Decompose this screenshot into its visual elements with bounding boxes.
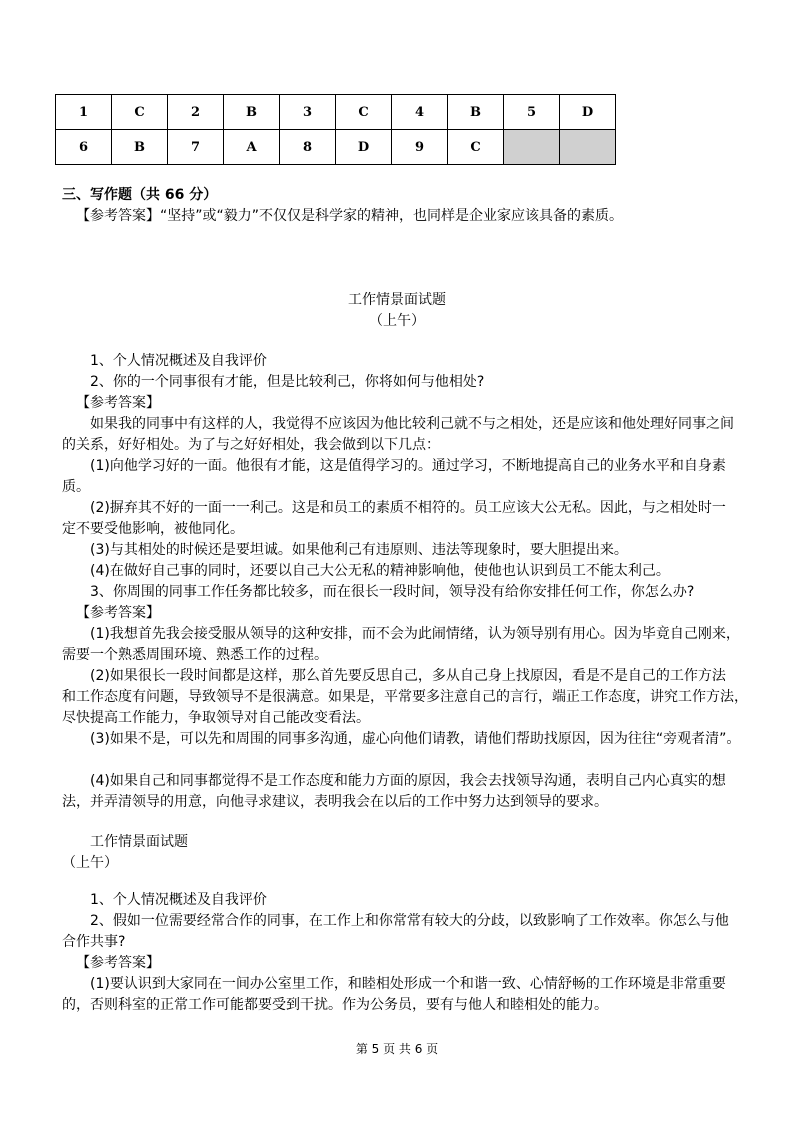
table-cell: B bbox=[448, 95, 504, 130]
table-cell: 6 bbox=[56, 130, 112, 165]
table-row bbox=[56, 130, 616, 165]
table-cell-empty bbox=[504, 130, 560, 165]
table-cell: 8 bbox=[280, 130, 336, 165]
paragraph-line: 尽快提高工作能力，争取领导对自己能改变看法。 bbox=[62, 710, 370, 726]
part1-title: 工作情景面试题 bbox=[348, 292, 446, 308]
list-item: 3、你周围的同事工作任务都比较多，而在很长一段时间，领导没有给你安排任何工作，你怎么办? bbox=[90, 584, 695, 600]
table-row bbox=[56, 95, 616, 130]
part2-title: 工作情景面试题 bbox=[90, 834, 188, 850]
section-answer: 【参考答案】“坚持”或“毅力”不仅仅是科学家的精神，也同样是企业家应该具备的素质。 bbox=[76, 208, 624, 224]
table-cell: 9 bbox=[392, 130, 448, 165]
table-cell: 1 bbox=[56, 95, 112, 130]
list-item: 1、个人情况概述及自我评价 bbox=[90, 892, 267, 908]
table-cell-empty bbox=[560, 130, 616, 165]
list-item: 2、你的一个同事很有才能，但是比较利己，你将如何与他相处? bbox=[90, 374, 485, 390]
answer-table bbox=[55, 94, 616, 165]
list-item: 2、假如一位需要经常合作的同事，在工作上和你常常有较大的分歧，以致影响了工作效率。你怎么与他 bbox=[90, 913, 729, 929]
paragraph-line: (2)如果很长一段时间都是这样，那么首先要反思自己，多从自己身上找原因，看是不是自己的工作方法 bbox=[90, 668, 726, 684]
paragraph-line: 需要一个熟悉周围环境、熟悉工作的过程。 bbox=[62, 647, 328, 663]
part1-subtitle: （上午） bbox=[369, 313, 425, 329]
table-cell: D bbox=[560, 95, 616, 130]
section-heading: 三、写作题（共 66 分） bbox=[62, 187, 218, 203]
table-cell: 3 bbox=[280, 95, 336, 130]
paragraph-line: 质。 bbox=[62, 479, 90, 495]
paragraph-line: (4)如果自己和同事都觉得不是工作态度和能力方面的原因，我会去找领导沟通，表明自己内心真实的想 bbox=[90, 773, 726, 789]
paragraph-line: (3)如果不是，可以先和周围的同事多沟通，虚心向他们请教，请他们帮助找原因，因为往往“旁观者清”。 bbox=[90, 731, 741, 747]
paragraph-line: 如果我的同事中有这样的人，我觉得不应该因为他比较利己就不与之相处，还是应该和他处理好同事之间 bbox=[90, 416, 734, 432]
part2-subtitle: （上午） bbox=[62, 855, 118, 871]
paragraph-line: 和工作态度有问题，导致领导不是很满意。如果是，平常要多注意自己的言行，端正工作态度，讲究工作方法， bbox=[62, 689, 748, 705]
paragraph-line: 合作共事? bbox=[62, 934, 126, 950]
answer-label: 【参考答案】 bbox=[76, 955, 160, 971]
table-cell: 2 bbox=[168, 95, 224, 130]
list-item: 1、个人情况概述及自我评价 bbox=[90, 353, 267, 369]
table-cell: 7 bbox=[168, 130, 224, 165]
paragraph-line: (2)摒弃其不好的一面一一利己。这是和员工的素质不相符的。员工应该大公无私。因此，与之相处时一 bbox=[90, 500, 726, 516]
table-cell: A bbox=[224, 130, 280, 165]
paragraph-line: (1)向他学习好的一面。他很有才能，这是值得学习的。通过学习，不断地提高自己的业务水平和自身素 bbox=[90, 458, 726, 474]
page-footer: 第 5 页 共 6 页 bbox=[355, 1042, 439, 1056]
table-cell: B bbox=[224, 95, 280, 130]
table-cell: 4 bbox=[392, 95, 448, 130]
paragraph-line: (4)在做好自己事的同时，还要以自己大公无私的精神影响他，使他也认识到员工不能太利己。 bbox=[90, 563, 670, 579]
table-cell: C bbox=[112, 95, 168, 130]
paragraph-line: 定不要受他影响，被他同化。 bbox=[62, 521, 244, 537]
paragraph-line: 法，并弄清领导的用意，向他寻求建议，表明我会在以后的工作中努力达到领导的要求。 bbox=[62, 794, 608, 810]
table-cell: B bbox=[112, 130, 168, 165]
table-cell: C bbox=[336, 95, 392, 130]
paragraph-line: (1)我想首先我会接受服从领导的这种安排，而不会为此闹情绪，认为领导别有用心。因为毕竟自己刚来， bbox=[90, 626, 740, 642]
answer-label: 【参考答案】 bbox=[76, 605, 160, 621]
paragraph-line: (1)要认识到大家同在一间办公室里工作，和睦相处形成一个和谐一致、心情舒畅的工作环境是非常重要 bbox=[90, 976, 726, 992]
answer-label: 【参考答案】 bbox=[76, 395, 160, 411]
paragraph-line: 的关系，好好相处。为了与之好好相处，我会做到以下几点： bbox=[62, 437, 440, 453]
table-cell: D bbox=[336, 130, 392, 165]
table-cell: 5 bbox=[504, 95, 560, 130]
table-cell: C bbox=[448, 130, 504, 165]
paragraph-line: (3)与其相处的时候还是要坦诚。如果他利己有违原则、违法等现象时，要大胆提出来。 bbox=[90, 542, 628, 558]
paragraph-line: 的，否则科室的正常工作可能都要受到干扰。作为公务员，要有与他人和睦相处的能力。 bbox=[62, 997, 608, 1013]
